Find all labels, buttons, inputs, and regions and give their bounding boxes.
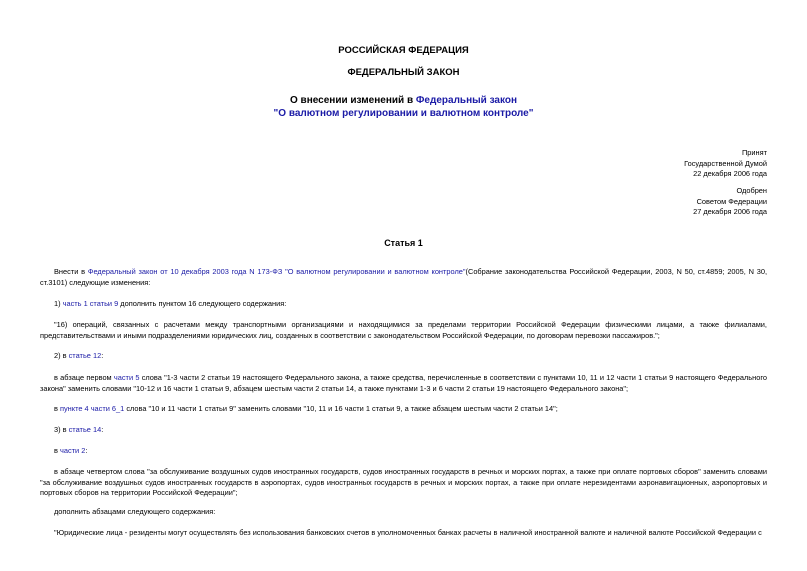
accepted-block: Принят Государственной Думой 22 декабря 2006 года (684, 148, 767, 178)
paragraph: 2) в статье 12: (54, 351, 104, 360)
law-link[interactable]: Федеральный закон от 10 декабря 2003 года N 173-ФЗ "О валютном регулировании и валютном контроле" (87, 267, 466, 276)
paragraph: в пункте 4 части 6_1 слова "10 и 11 части 1 статьи 9" заменить словами "10, 11 и 16 части 1 статьи 9, а также абзацем шестым части 2 статьи 14"; (54, 404, 558, 413)
part-5-link[interactable]: части 5 (113, 373, 140, 382)
article-12-link[interactable]: статье 12 (68, 351, 102, 360)
paragraph: в абзаце четвертом слова "за обслуживание воздушных судов иностранных государств, судов иностранных государств в речных и морских портах, а также при оплате портовых сборов" заменить словами "за обслуживание воздушных судов иностранных государств в аэропортах, судов иностранных государств в речных и морских портах, а также при оплате нерезидентами аэронавигационных, аэропортовых и портовых сборов на территории Российской Федерации"; (40, 467, 767, 497)
law-title-line2[interactable]: "О валютном регулировании и валютном контроле" (273, 108, 534, 119)
paragraph: Внести в Федеральный закон от 10 декабря 2003 года N 173-ФЗ "О валютном регулировании и валютном контроле"(Собрание законодательства Российской Федерации, 2003, N 50, ст.4859; 2005, N 30, ст.3101) следующие изменения: (40, 267, 767, 287)
law-title (0, 94, 807, 120)
paragraph: 1) часть 1 статьи 9 дополнить пунктом 16 следующего содержания: (54, 299, 287, 308)
article-9-link[interactable]: часть 1 статьи 9 (62, 299, 119, 308)
part-2-link[interactable]: части 2 (59, 446, 86, 455)
paragraph: в части 2: (54, 446, 88, 455)
paragraph: дополнить абзацами следующего содержания: (54, 507, 216, 516)
law-title-line1: О внесении изменений в Федеральный закон (290, 95, 517, 106)
paragraph: в абзаце первом части 5 слова "1-3 части 2 статьи 19 настоящего Федерального закона, а также средства, перечисленные в соответствии с пунктами 10, 11 и 12 части 1 статьи 9 настоящего Федерального закона" заменить словами "10-12 и 16 части 1 статьи 9, абзацем шестым части 2 статьи 14, а также пунктами 1-3 и 6 части 2 статьи 19 настоящего Федерального закона"; (40, 373, 767, 393)
law-type-heading: ФЕДЕРАЛЬНЫЙ ЗАКОН (347, 67, 460, 78)
article-14-link[interactable]: статье 14 (68, 425, 102, 434)
country-heading: РОССИЙСКАЯ ФЕДЕРАЦИЯ (338, 45, 469, 56)
federal-law-link[interactable]: Федеральный закон (415, 95, 517, 106)
point-4-link[interactable]: пункте 4 части 6_1 (59, 404, 125, 413)
paragraph: "Юридические лица - резиденты могут осуществлять без использования банковских счетов в уполномоченных банках расчеты в наличной иностранной валюте и наличной валюте Российской Федерации с (54, 528, 762, 537)
paragraph: "16) операций, связанных с расчетами между транспортными организациями и находящимися за пределами территории Российской Федерации физическими лицами, а также филиалами, представительствами и иными подразделениями юридических лиц, созданных в соответствии с законодательством Российской Федерации, по договорам перевозки пассажиров."; (40, 320, 767, 340)
approved-block: Одобрен Советом Федерации 27 декабря 2006 года (693, 186, 767, 216)
article-heading: Статья 1 (384, 238, 423, 248)
paragraph: 3) в статье 14: (54, 425, 104, 434)
